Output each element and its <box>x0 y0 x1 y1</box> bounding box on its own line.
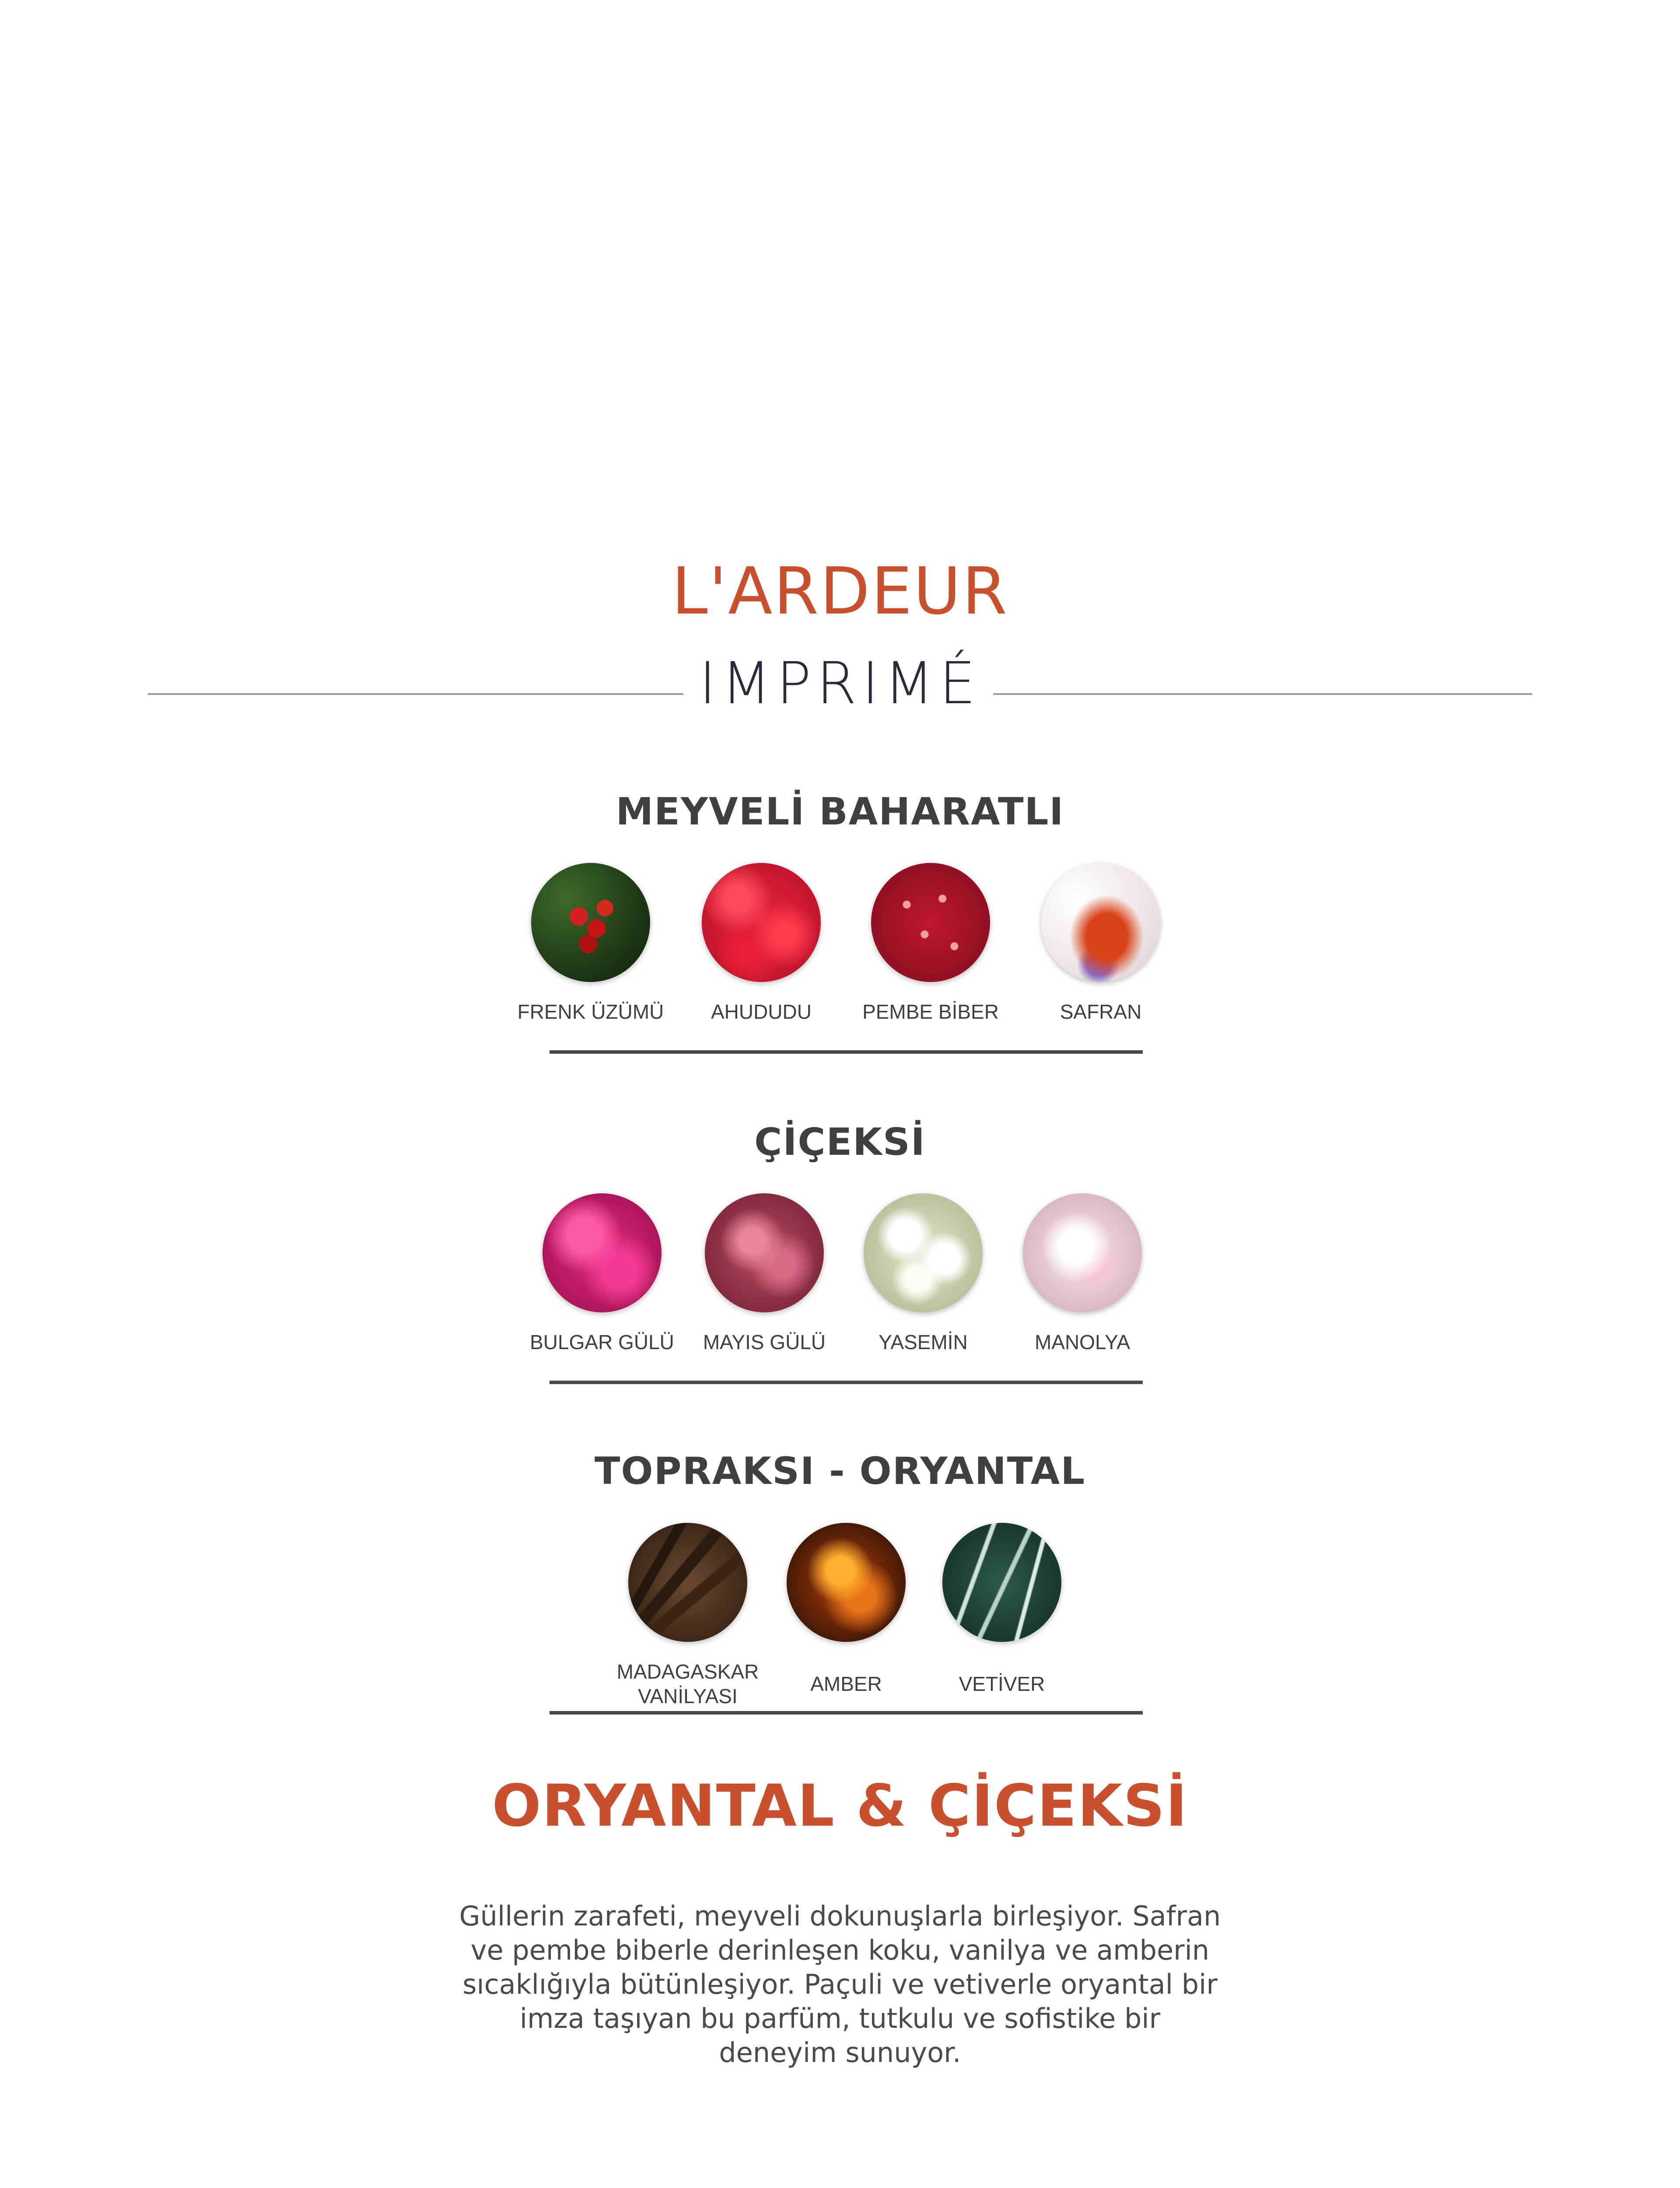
description-line: ve pembe biberle derinleşen koku, vanilya ve amberin <box>470 1934 1210 1966</box>
note-label: BULGAR GÜLÜ <box>530 1331 674 1353</box>
note-vanilla <box>596 1523 780 1708</box>
note-label: SAFRAN <box>1060 1000 1142 1023</box>
note-label-line: MADAGASKAR <box>616 1660 759 1683</box>
description-line: sıcaklığıyla bütünleşiyor. Paçuli ve vetiverle oryantal bir <box>462 1968 1218 2000</box>
note-raspberry <box>669 863 853 1024</box>
note-pink-pepper <box>839 863 1022 1024</box>
description-line: deneyim sunuyor. <box>719 2037 961 2069</box>
note-label: AHUDUDU <box>711 1000 812 1023</box>
note-may-rose <box>672 1193 856 1354</box>
note-jasmine <box>831 1193 1015 1354</box>
fragrance-description <box>420 1899 1260 2070</box>
jasmine-image <box>864 1193 983 1312</box>
note-label-line: VANİLYASI <box>638 1685 738 1708</box>
category-divider <box>550 1381 1143 1384</box>
description-line: Güllerin zarafeti, meyveli dokunuşlarla birleşiyor. Safran <box>459 1900 1221 1932</box>
header-rule-right <box>993 693 1532 695</box>
vanilla-image <box>628 1523 747 1642</box>
category-divider <box>550 1050 1143 1054</box>
may-rose-image <box>705 1193 824 1312</box>
magnolia-image <box>1023 1193 1142 1312</box>
pink-pepper-image <box>871 863 990 982</box>
note-label: VETİVER <box>959 1673 1045 1695</box>
brand-subtitle: IMPRIMÉ <box>699 650 981 717</box>
redcurrant-image <box>531 863 650 982</box>
category-heading-floral: ÇİÇEKSİ <box>754 1120 926 1164</box>
category-heading-earthy-oriental: TOPRAKSI - ORYANTAL <box>594 1449 1086 1493</box>
fragrance-family-title: ORYANTAL & ÇİÇEKSİ <box>492 1772 1188 1840</box>
note-vetiver <box>910 1523 1094 1696</box>
note-saffron <box>1009 863 1193 1024</box>
saffron-image <box>1041 863 1160 982</box>
note-label: MAYIS GÜLÜ <box>703 1331 826 1353</box>
note-magnolia <box>990 1193 1174 1354</box>
note-label: YASEMİN <box>878 1331 968 1353</box>
brand-title: L'ARDEUR <box>672 554 1008 629</box>
category-heading-fruity-spicy: MEYVELİ BAHARATLI <box>616 790 1064 834</box>
note-label: AMBER <box>810 1673 882 1695</box>
note-redcurrant <box>499 863 682 1024</box>
raspberry-image <box>702 863 821 982</box>
note-label: MANOLYA <box>1034 1331 1130 1353</box>
amber-image <box>787 1523 906 1642</box>
bulgarian-rose-image <box>542 1193 662 1312</box>
note-bulgarian-rose <box>510 1193 694 1354</box>
category-divider <box>550 1711 1143 1715</box>
note-label <box>596 1659 780 1708</box>
description-line: imza taşıyan bu parfüm, tutkulu ve sofistike bir <box>519 2002 1161 2034</box>
note-label: PEMBE BİBER <box>862 1000 999 1023</box>
vetiver-image <box>942 1523 1061 1642</box>
note-label: FRENK ÜZÜMÜ <box>517 1000 664 1023</box>
